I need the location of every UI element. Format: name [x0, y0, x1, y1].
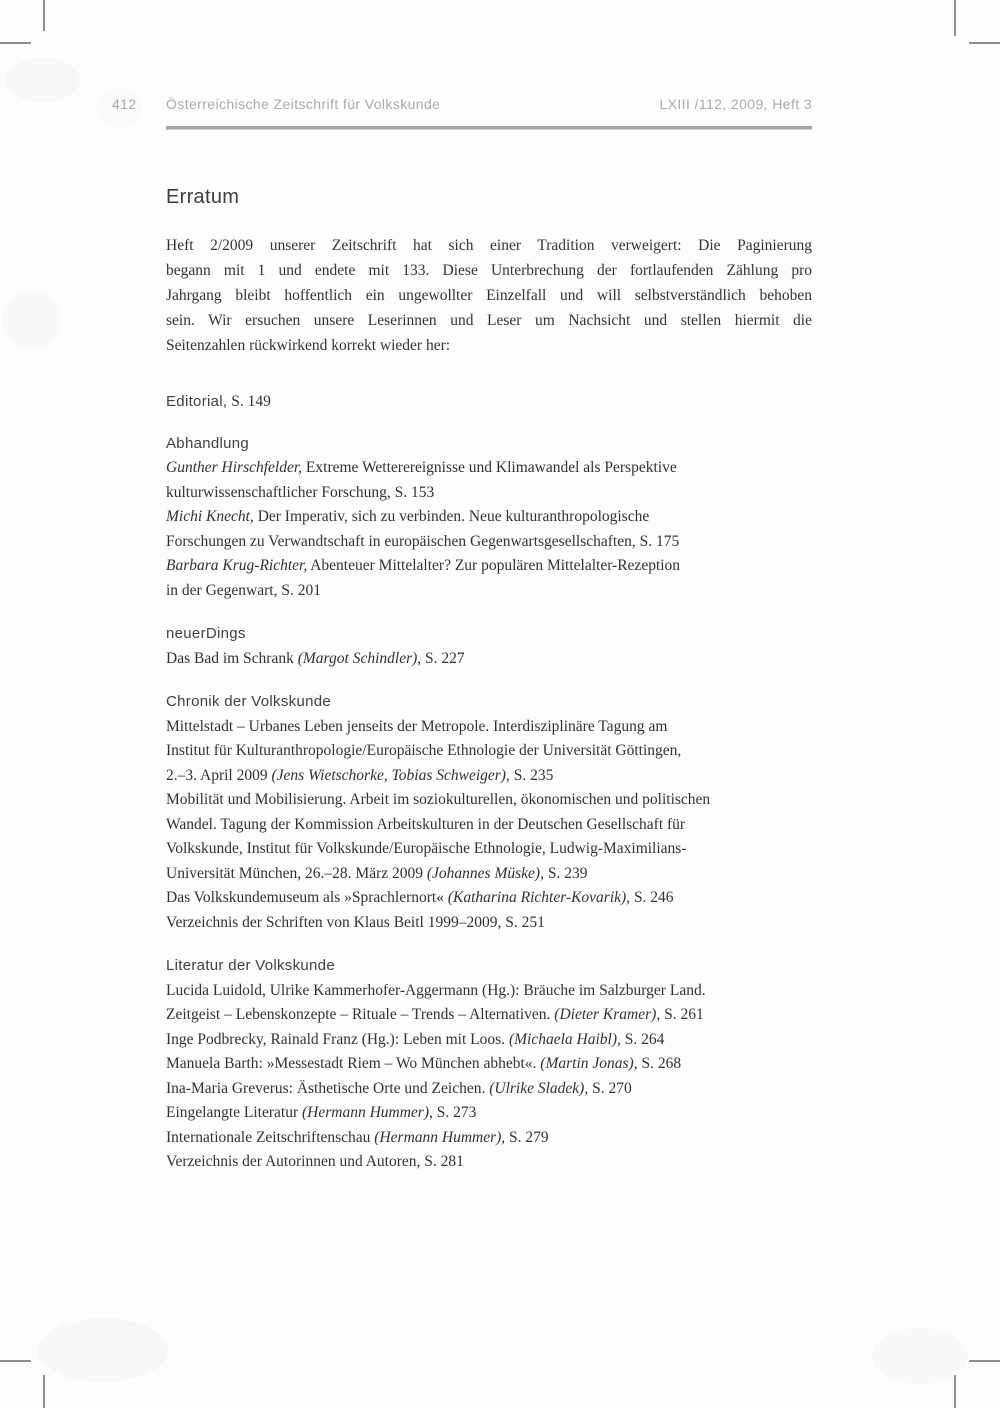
text-segment: Extreme Wetterereignisse und Klimawandel als Perspektive [302, 459, 677, 476]
toc-line [166, 1126, 812, 1151]
text-segment: Mobilität und Mobilisierung. Arbeit im soziokulturellen, ökonomischen und politischen [166, 791, 711, 808]
text-segment: S. 279 [505, 1128, 549, 1146]
text-segment: Forschungen zu Verwandtschaft in europäischen Gegenwartsgesellschaften, S. 175 [166, 532, 680, 550]
toc-line [166, 579, 812, 604]
toc-line [166, 813, 812, 838]
toc-line [166, 481, 812, 506]
toc-section [166, 432, 812, 604]
text-segment: S. 149 [227, 393, 271, 410]
text-segment: Institut für Kulturanthropologie/Europäische Ethnologie der Universität Göttingen, [166, 742, 682, 759]
text-segment: S. 268 [637, 1055, 682, 1072]
toc-line [166, 1077, 812, 1102]
text-segment: in der Gegenwart, S. 201 [166, 581, 321, 599]
text-segment: (Johannes Müske), [426, 864, 544, 882]
toc-line [166, 647, 812, 672]
text-segment: S. 270 [588, 1079, 632, 1097]
crop-mark-top-right-horizontal [969, 42, 1000, 44]
toc-line [166, 1028, 812, 1053]
crop-mark-bottom-left-horizontal [0, 1360, 31, 1362]
crop-mark-top-right-vertical [954, 0, 956, 36]
text-segment: (Jens Wietschorke, Tobias Schweiger), [271, 766, 510, 784]
toc-line [166, 1003, 812, 1028]
text-segment: (Martin Jonas), [540, 1055, 638, 1072]
text-segment: Abenteuer Mittelalter? Zur populären Mittelalter-Rezeption [307, 557, 681, 574]
text-segment: kulturwissenschaftlicher Forschung, S. 153 [166, 483, 435, 501]
toc-line [166, 554, 812, 579]
toc-section-heading: Literatur der Volkskunde [166, 957, 335, 974]
text-segment: S. 261 [660, 1006, 704, 1023]
journal-title: Österreichische Zeitschrift für Volkskunde [166, 96, 441, 112]
intro-paragraph [166, 233, 812, 358]
crop-mark-bottom-right-horizontal [969, 1360, 1000, 1362]
table-of-contents [166, 390, 812, 1175]
scan-smudge [2, 292, 60, 348]
toc-line [166, 788, 812, 813]
toc-line [166, 390, 812, 415]
text-segment: Michi Knecht, [166, 508, 254, 525]
toc-line [166, 979, 812, 1004]
toc-line [166, 886, 812, 911]
text-segment: S. 235 [509, 766, 554, 784]
toc-section-heading: Chronik der Volkskunde [166, 693, 332, 710]
text-segment: (Katharina Richter-Kovarik), [447, 889, 631, 906]
text-segment: S. 273 [432, 1104, 477, 1121]
text-segment: Eingelangte Literatur [166, 1104, 302, 1121]
header-rule [166, 126, 812, 130]
text-segment: Das Volkskundemuseum als »Sprachlernort« [166, 889, 448, 906]
toc-section [166, 954, 812, 1175]
text-segment: Der Imperativ, sich zu verbinden. Neue kulturanthropologische [253, 508, 650, 525]
text-segment: Manuela Barth: »Messestadt Riem – Wo München abhebt«. [166, 1055, 541, 1072]
toc-line [166, 837, 812, 862]
scan-smudge [872, 1328, 968, 1384]
toc-line [166, 530, 812, 555]
text-segment: (Ulrike Sladek), [489, 1079, 589, 1097]
toc-section [166, 622, 812, 671]
text-segment: Gunther Hirschfelder, [166, 459, 303, 476]
intro-line: Jahrgang bleibt hoffentlich ein ungewollter Einzelfall und will selbstverständlich behoben [166, 287, 812, 304]
crop-mark-top-left-horizontal [0, 42, 31, 44]
text-segment: Internationale Zeitschriftenschau [166, 1128, 375, 1146]
toc-line [166, 862, 812, 887]
crop-mark-top-left-vertical [43, 0, 45, 31]
text-segment: S. 264 [620, 1030, 665, 1048]
toc-line [166, 715, 812, 740]
text-segment: Universität München, 26.–28. März 2009 [166, 864, 427, 882]
text-segment: Inge Podbrecky, Rainald Franz (Hg.): Leben mit Loos. [166, 1030, 509, 1048]
toc-line [166, 1101, 812, 1126]
text-segment: Lucida Luidold, Ulrike Kammerhofer-Aggermann (Hg.): Bräuche im Salzburger Land. [166, 981, 706, 999]
page-title: Erratum [166, 186, 240, 208]
running-header [0, 96, 1000, 118]
crop-mark-bottom-left-vertical [43, 1375, 45, 1408]
text-segment: (Hermann Hummer), [302, 1104, 433, 1121]
text-segment: (Margot Schindler) [297, 649, 418, 667]
scan-smudge [38, 1318, 168, 1382]
text-segment: S. 246 [630, 889, 674, 906]
toc-section-heading: neuerDings [166, 625, 246, 642]
toc-line [166, 911, 812, 936]
toc-line [166, 1150, 812, 1175]
text-segment: Wandel. Tagung der Kommission Arbeitskulturen in der Deutschen Gesellschaft für [166, 815, 686, 833]
toc-line [166, 505, 812, 530]
text-segment: Barbara Krug-Richter, [166, 557, 308, 574]
text-segment: Verzeichnis der Schriften von Klaus Beitl 1999–2009, S. 251 [166, 913, 545, 931]
text-segment: (Hermann Hummer), [374, 1128, 506, 1146]
intro-line: sein. Wir ersuchen unsere Leserinnen und Leser um Nachsicht und stellen hiermit die [166, 312, 812, 329]
text-segment: S. 239 [543, 864, 588, 882]
text-segment: Editorial, [166, 393, 228, 410]
toc-line [166, 456, 812, 481]
text-segment: (Michaela Haibl), [508, 1030, 621, 1048]
toc-section [166, 690, 812, 935]
page-number: 412 [112, 96, 137, 112]
issue-info: LXIII /112, 2009, Heft 3 [659, 96, 812, 112]
toc-line [166, 764, 812, 789]
toc-section [166, 390, 812, 415]
text-segment: Mittelstadt – Urbanes Leben jenseits der Metropole. Interdisziplinäre Tagung am [166, 717, 668, 735]
toc-line [166, 1052, 812, 1077]
intro-line: Heft 2/2009 unserer Zeitschrift hat sich einer Tradition verweigert: Die Paginierung [166, 237, 812, 254]
toc-section-heading: Abhandlung [166, 434, 250, 452]
content-column [166, 233, 812, 1175]
toc-line [166, 739, 812, 764]
intro-line: begann mit 1 und endete mit 133. Diese Unterbrechung der fortlaufenden Zählung pro [166, 262, 812, 279]
text-segment: 2.–3. April 2009 [166, 766, 272, 784]
text-segment: , S. 227 [417, 649, 465, 667]
text-segment: Das Bad im Schrank [166, 649, 298, 667]
text-segment: Ina-Maria Greverus: Ästhetische Orte und Zeichen. [166, 1079, 490, 1097]
text-segment: Volkskunde, Institut für Volkskunde/Europäische Ethnologie, Ludwig-Maximilians- [166, 840, 687, 857]
text-segment: (Dieter Kramer), [554, 1006, 661, 1023]
intro-line: Seitenzahlen rückwirkend korrekt wieder her: [166, 337, 451, 354]
text-segment: Verzeichnis der Autorinnen und Autoren, S. 281 [166, 1153, 464, 1170]
crop-mark-bottom-right-vertical [954, 1375, 956, 1408]
text-segment: Zeitgeist – Lebenskonzepte – Rituale – Trends – Alternativen. [166, 1006, 555, 1023]
